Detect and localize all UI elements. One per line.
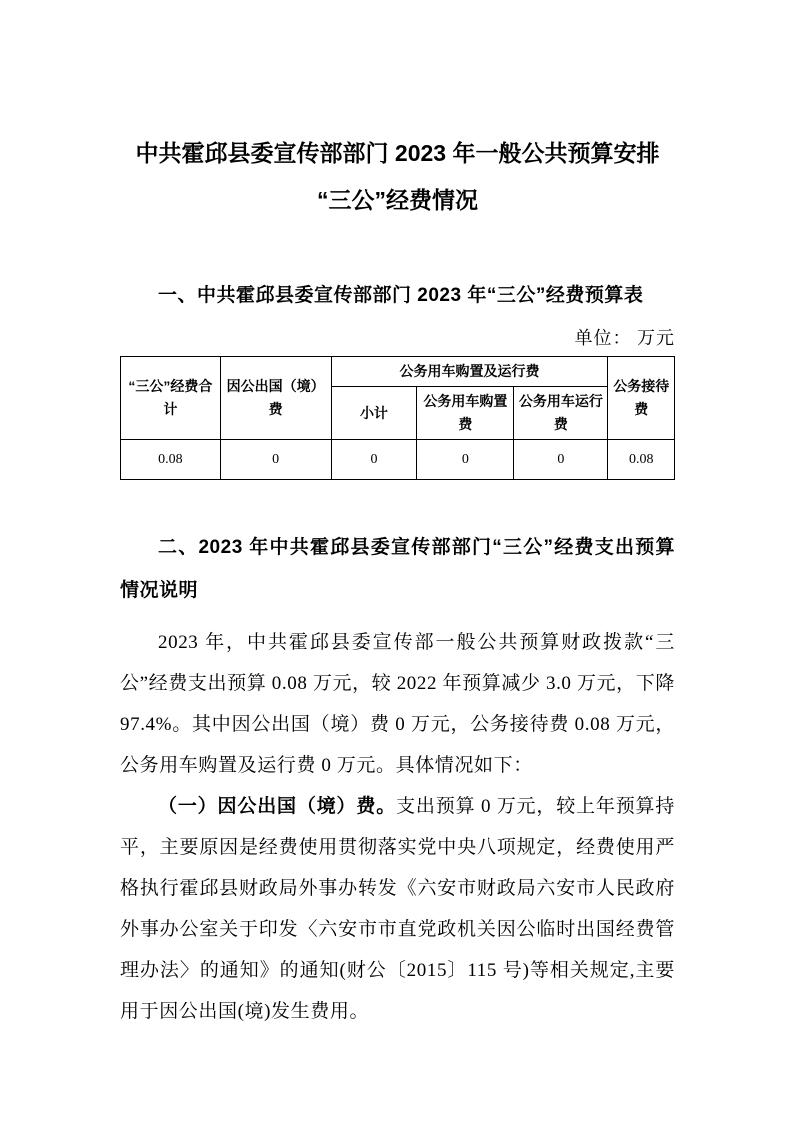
table-cell-abroad: 0 (220, 440, 331, 480)
document-title-line1: 中共霍邱县委宣传部部门 2023 年一般公共预算安排 (135, 140, 660, 166)
table-header-vehicle-subtotal: 小计 (331, 387, 417, 440)
table-header-vehicle-purchase: 公务用车购置费 (417, 387, 514, 440)
table-cell-total: 0.08 (121, 440, 221, 480)
table-header-row-1 (121, 357, 675, 387)
unit-label: 单位： 万元 (574, 328, 675, 348)
section2-heading: 二、2023 年中共霍邱县委宣传部部门“三公”经费支出预算情况说明 (120, 537, 675, 602)
table-header-vehicle-group: 公务用车购置及运行费 (331, 357, 608, 387)
document-title-line2: “三公”经费情况 (317, 187, 478, 213)
table-header-total: “三公”经费合计 (121, 357, 221, 440)
paragraph-abroad-expense-body: 支出预算 0 万元，较上年预算持平，主要原因是经费使用贯彻落实党中央八项规定，经费使用严格执行霍邱县财政局外事办转发《六安市财政局六安市人民政府外事办公室关于印发〈六安市市直党政机关因公临时出国经费管理办法〉的通知》的通知(财公〔2015〕115 号)等相关规定,主要用于因公出国(境)发生费用。 (120, 796, 675, 1023)
section1-heading: 一、中共霍邱县委宣传部部门 2023 年“三公”经费预算表 (158, 285, 644, 306)
paragraph-abroad-expense (120, 786, 675, 1032)
paragraph-abroad-expense-lead: （一）因公出国（境）费。 (158, 796, 397, 818)
table-header-abroad: 因公出国（境）费 (220, 357, 331, 440)
paragraph-budget-summary: 2023 年，中共霍邱县委宣传部一般公共预算财政拨款“三公”经费支出预算 0.08 万元，较 2022 年预算减少 3.0 万元，下降 97.4%。其中因公出国（境）费 0 万元，公务接待费 0.08 万元，公务用车购置及运行费 0 万元。具体情况如下： (120, 632, 675, 777)
table-cell-vehicle-subtotal: 0 (331, 440, 417, 480)
table-cell-vehicle-operation: 0 (514, 440, 608, 480)
table-data-row (121, 440, 675, 480)
table-cell-vehicle-purchase: 0 (417, 440, 514, 480)
document-title (120, 130, 675, 224)
table-cell-reception: 0.08 (608, 440, 675, 480)
table-header-reception: 公务接待费 (608, 357, 675, 440)
table-header-vehicle-operation: 公务用车运行费 (514, 387, 608, 440)
budget-table (120, 356, 675, 480)
